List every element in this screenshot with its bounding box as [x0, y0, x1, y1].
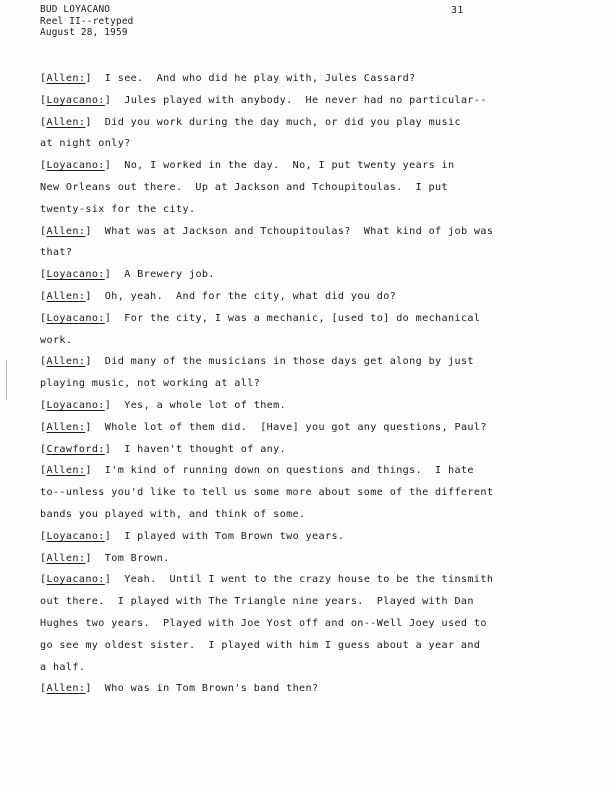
bracket: ] [85, 552, 105, 564]
speaker-label: Loyacano: [46, 574, 105, 586]
speaker-label: Allen: [46, 116, 86, 128]
transcript-entry [40, 72, 416, 86]
speech-continuation: Hughes two years. Played with Joe Yost off and on--Well Joey used to [40, 618, 487, 629]
bracket: [ [40, 552, 47, 564]
bracket: ] [104, 443, 125, 455]
transcript-entry [40, 225, 493, 239]
bracket: [ [40, 400, 47, 411]
header-name: BUD LOYACANO [40, 4, 111, 15]
speech-continuation: to--unless you'd like to tell us some more about some of the different [40, 487, 494, 499]
speaker-label: Loyacano: [46, 312, 105, 324]
transcript-entry [40, 530, 344, 544]
speaker-label: Loyacano: [46, 160, 105, 172]
bracket: ] [85, 225, 105, 237]
page-number: 31 [451, 5, 464, 16]
speaker-label: Loyacano: [46, 94, 105, 106]
speech-text: Did you work during the day much, or did you play music [104, 116, 461, 128]
bracket: [ [40, 356, 47, 368]
speech-text: Tom Brown. [104, 552, 170, 564]
bracket: ] [104, 400, 125, 411]
speech-continuation: New Orleans out there. Up at Jackson and Tchoupitoulas. I put [40, 182, 448, 193]
speech-text: A Brewery job. [124, 269, 215, 281]
speech-continuation: out there. I played with The Triangle nine years. Played with Dan [40, 596, 474, 608]
bracket: ] [104, 574, 125, 586]
speech-text: For the city, I was a mechanic, [used to] do mechanical [124, 312, 481, 324]
bracket: [ [40, 73, 47, 84]
speech-text: Yes, a whole lot of them. [124, 400, 287, 411]
header-reel: Reel II--retyped [40, 15, 134, 27]
speech-continuation: go see my oldest sister. I played with him I guess about a year and [40, 639, 481, 651]
bracket: ] [85, 73, 105, 84]
bracket: [ [40, 443, 47, 455]
bracket: [ [40, 421, 47, 433]
transcript-entry [40, 312, 480, 326]
speaker-label: Allen: [46, 356, 86, 368]
bracket: [ [40, 683, 47, 695]
bracket: [ [40, 225, 47, 237]
speech-text: Yeah. Until I went to the crazy house to be the tinsmith [124, 574, 494, 586]
speech-continuation: bands you played with, and think of some. [40, 509, 306, 520]
speech-text: Did many of the musicians in those days get along by just [104, 356, 474, 368]
bracket: ] [85, 465, 105, 477]
transcript-entry [40, 399, 286, 413]
transcript-entry [40, 94, 487, 108]
bracket: ] [85, 116, 105, 128]
bracket: [ [40, 574, 47, 586]
bracket: [ [40, 312, 47, 324]
speech-text: Oh, yeah. And for the city, what did you do? [104, 291, 397, 302]
transcript-entry [40, 355, 474, 369]
speech-continuation: that? [40, 247, 73, 259]
speech-text: Who was in Tom Brown's band then? [104, 683, 319, 695]
speech-text: Jules played with anybody. He never had no particular-- [124, 94, 487, 106]
bracket: ] [104, 269, 125, 281]
transcript-entry [40, 443, 286, 457]
speech-text: I haven't thought of any. [124, 443, 287, 455]
transcript-entry [40, 159, 454, 173]
speech-text: Whole lot of them did. [Have] you got any questions, Paul? [104, 421, 487, 433]
speaker-label: Allen: [46, 421, 86, 433]
transcript-entry [40, 682, 318, 696]
speaker-label: Allen: [46, 683, 86, 695]
bracket: ] [104, 312, 125, 324]
transcript-entry [40, 268, 215, 282]
bracket: [ [40, 291, 47, 302]
header-date: August 28, 1959 [40, 27, 128, 38]
speech-continuation: twenty-six for the city. [40, 203, 196, 215]
speaker-label: Allen: [46, 291, 86, 302]
speech-continuation: at night only? [40, 138, 131, 150]
speaker-label: Loyacano: [46, 400, 105, 411]
speech-text: No, I worked in the day. No, I put twenty years in [124, 160, 455, 172]
speaker-label: Allen: [46, 552, 86, 564]
bracket: [ [40, 269, 47, 281]
bracket: ] [104, 160, 125, 172]
speech-continuation: playing music, not working at all? [40, 378, 261, 390]
bracket: [ [40, 530, 47, 542]
speech-continuation: work. [40, 334, 73, 346]
bracket: [ [40, 116, 47, 128]
speaker-label: Loyacano: [46, 530, 105, 542]
speech-text: I played with Tom Brown two years. [124, 530, 345, 542]
transcript-entry [40, 290, 396, 304]
bracket: [ [40, 94, 47, 106]
speech-text: I'm kind of running down on questions and things. I hate [104, 465, 474, 477]
bracket: ] [104, 530, 125, 542]
bracket: [ [40, 160, 47, 172]
transcript-entry [40, 116, 461, 130]
scan-mark [6, 360, 7, 400]
transcript-entry [40, 421, 487, 435]
transcript-entry [40, 552, 170, 566]
speech-text: I see. And who did he play with, Jules Cassard? [104, 73, 416, 84]
speech-continuation: a half. [40, 661, 86, 673]
bracket: [ [40, 465, 47, 477]
bracket: ] [85, 356, 105, 368]
speaker-label: Loyacano: [46, 269, 105, 281]
speaker-label: Crawford: [46, 443, 105, 455]
speaker-label: Allen: [46, 73, 86, 84]
bracket: ] [104, 94, 125, 106]
speaker-label: Allen: [46, 225, 86, 237]
speaker-label: Allen: [46, 465, 86, 477]
transcript-entry [40, 464, 474, 478]
bracket: ] [85, 683, 105, 695]
document-header [40, 4, 134, 39]
bracket: ] [85, 291, 105, 302]
bracket: ] [85, 421, 105, 433]
transcript-entry [40, 573, 493, 587]
speech-text: What was at Jackson and Tchoupitoulas? What kind of job was [104, 225, 494, 237]
